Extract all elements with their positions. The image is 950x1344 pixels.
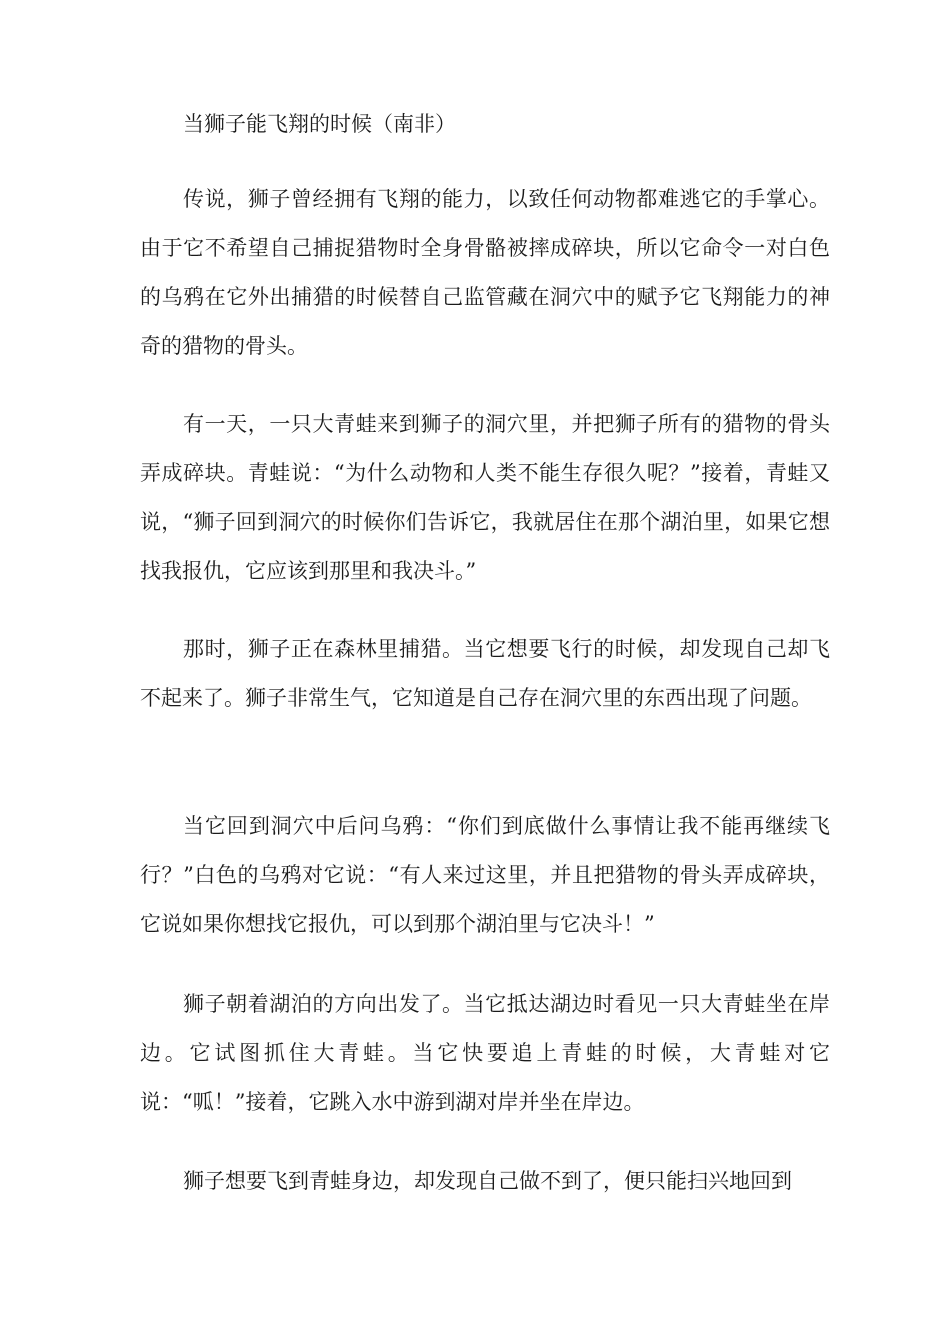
paragraph-1: 传说，狮子曾经拥有飞翔的能力，以致任何动物都难逃它的手掌心。由于它不希望自己捕捉猎物时全身骨骼被摔成碎块，所以它命令一对白色的乌鸦在它外出捕猎的时候替自己监管藏在洞穴中的赋予它飞翔能力的神奇的猎物的骨头。 [140, 187, 830, 358]
document-title: 当狮子能飞翔的时候（南非） [183, 112, 456, 136]
paragraph-6: 狮子想要飞到青蛙身边，却发现自己做不到了，便只能扫兴地回到 [183, 1169, 792, 1193]
paragraph-3: 那时，狮子正在森林里捕猎。当它想要飞行的时候，却发现自己却飞不起来了。狮子非常生气，它知道是自己存在洞穴里的东西出现了问题。 [140, 637, 830, 710]
paragraph-5: 狮子朝着湖泊的方向出发了。当它抵达湖边时看见一只大青蛙坐在岸边。它试图抓住大青蛙。当它快要追上青蛙的时候，大青蛙对它说：“呱！”接着，它跳入水中游到湖对岸并坐在岸边。 [140, 992, 830, 1114]
paragraph-4: 当它回到洞穴中后问乌鸦：“你们到底做什么事情让我不能再继续飞行？”白色的乌鸦对它说：“有人来过这里，并且把猎物的骨头弄成碎块，它说如果你想找它报仇，可以到那个湖泊里与它决斗！” [140, 814, 830, 936]
paragraph-2: 有一天，一只大青蛙来到狮子的洞穴里，并把狮子所有的猎物的骨头弄成碎块。青蛙说：“为什么动物和人类不能生存很久呢？”接着，青蛙又说，“狮子回到洞穴的时候你们告诉它，我就居住在那个湖泊里，如果它想找我报仇，它应该到那里和我决斗。” [140, 412, 830, 583]
